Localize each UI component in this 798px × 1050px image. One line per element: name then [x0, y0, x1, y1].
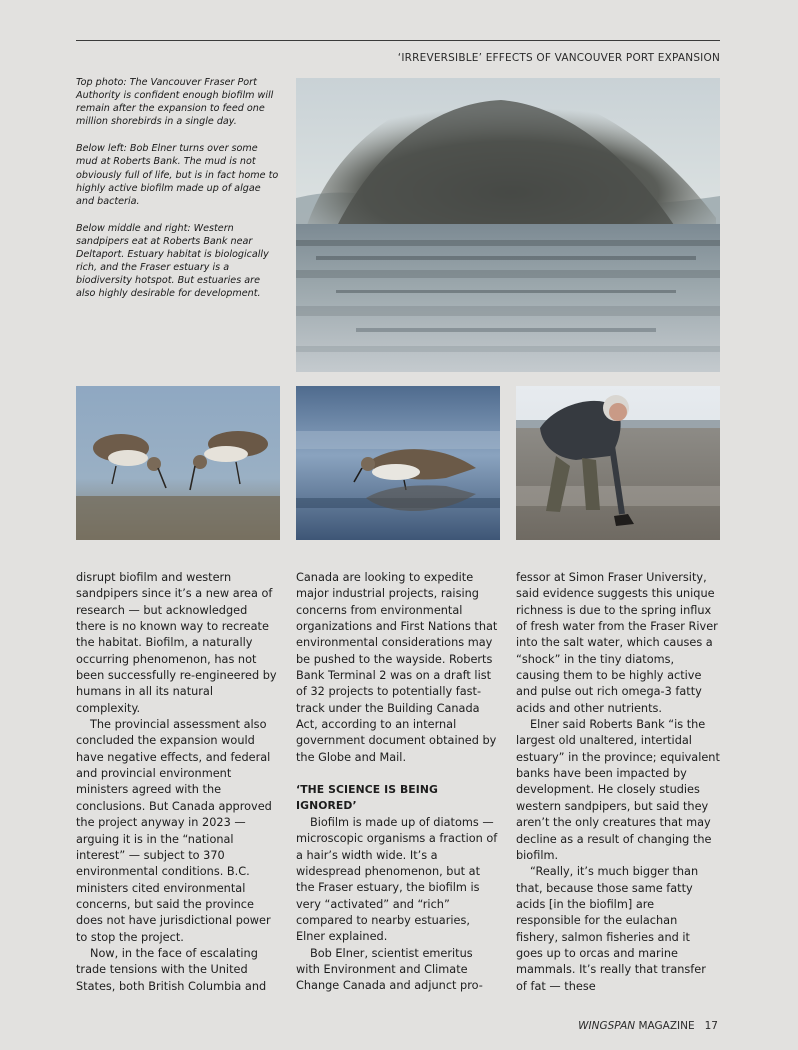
body-paragraph: disrupt biofilm and western sandpipers since it’s a new area of research — but acknowledged there is no known way to recreate the habitat. Biofilm, a naturally occurring phenomenon, has not been successfully re-engineered by humans in all its natural complexity. [76, 571, 277, 715]
caption-below-left: Below left: Bob Elner turns over some mud at Roberts Bank. The mud is not obviously full of life, but is in fact home to highly active biofilm made up of algae and bacteria. [76, 143, 279, 207]
body-paragraph: Canada are looking to expedite major industrial projects, raising concerns from environmental organizations and First Nations that environmental considerations may be pushed to the wayside. Roberts Bank Terminal 2 was on a draft list of 32 projects to potentially fast-track under the Building Canada Act, according to an internal government document obtained by the Globe and Mail. [296, 571, 498, 764]
magazine-suffix: MAGAZINE [635, 1020, 695, 1032]
body-column-1 [76, 570, 280, 995]
body-paragraph: The provincial assessment also concluded the expansion would have negative effects, and federal and provincial environment ministers agreed with the conclusions. But Canada approved the project anyway in 2023 — arguing it is in the “national interest” — subject to 370 environmental conditions. B.C. ministers cited environmental concerns, but said the province does not have jurisdictional power to stop the project. [76, 718, 272, 944]
header-rule [76, 40, 720, 41]
magazine-name: WINGSPAN [578, 1020, 636, 1032]
body-paragraph: Elner said Roberts Bank “is the largest old unaltered, intertidal estuary” in the province; equivalent banks have been impacted by development. He closely studies western sandpipers, but said they aren’t the only creatures that may decline as a result of changing the biofilm. [516, 718, 720, 862]
caption-below-middle-right: Below middle and right: Western sandpipers eat at Roberts Bank near Deltaport. Estuary habitat is biologically rich, and the Fraser estuary is a biodiversity hotspot. But estuaries are also highly desirable for development. [76, 222, 269, 300]
body-paragraph: Bob Elner, scientist emeritus with Environment and Climate Change Canada and adjunct pro- [296, 946, 483, 993]
body-paragraph: “Really, it’s much bigger than that, because those same fatty acids [in the biofilm] are responsible for the eulachan fishery, salmon fisheries and it goes up to orcas and marine mammals. It’s really that transfer of fat — these [516, 865, 706, 993]
page-number: 17 [704, 1020, 718, 1032]
sandpipers-feeding-photo [76, 386, 280, 540]
body-column-2 [296, 570, 500, 995]
body-paragraph: Now, in the face of escalating trade tensions with the United States, both British Columbia and [76, 946, 267, 993]
section-subhead: ‘THE SCIENCE IS BEING IGNORED’ [296, 783, 438, 813]
running-head: ‘IRREVERSIBLE’ EFFECTS OF VANCOUVER PORT EXPANSION [397, 52, 720, 64]
body-paragraph: Biofilm is made up of diatoms — microscopic organisms a fraction of a hair’s width wide. It’s a widespread phenomenon, but at the Fraser estuary, the biofilm is very “activated” and “rich” compared to nearby estuaries, Elner explained. [296, 815, 498, 944]
photo-captions [76, 76, 280, 314]
body-column-3 [516, 570, 720, 995]
caption-top: Top photo: The Vancouver Fraser Port Authority is confident enough biofilm will remain after the expansion to feed one million shorebirds in a single day. [76, 77, 274, 128]
shorebird-flock-photo [296, 78, 720, 372]
body-paragraph: fessor at Simon Fraser University, said evidence suggests this unique richness is due to the spring influx of fresh water from the Fraser River into the salt water, which causes a “shock” in the tiny diatoms, causing them to be highly active and pulse out rich omega-3 fatty acids and other nutrients. [516, 571, 718, 715]
sandpiper-reflection-photo [296, 386, 500, 540]
page-footer [578, 1020, 718, 1032]
bob-elner-mudflat-photo [516, 386, 720, 540]
